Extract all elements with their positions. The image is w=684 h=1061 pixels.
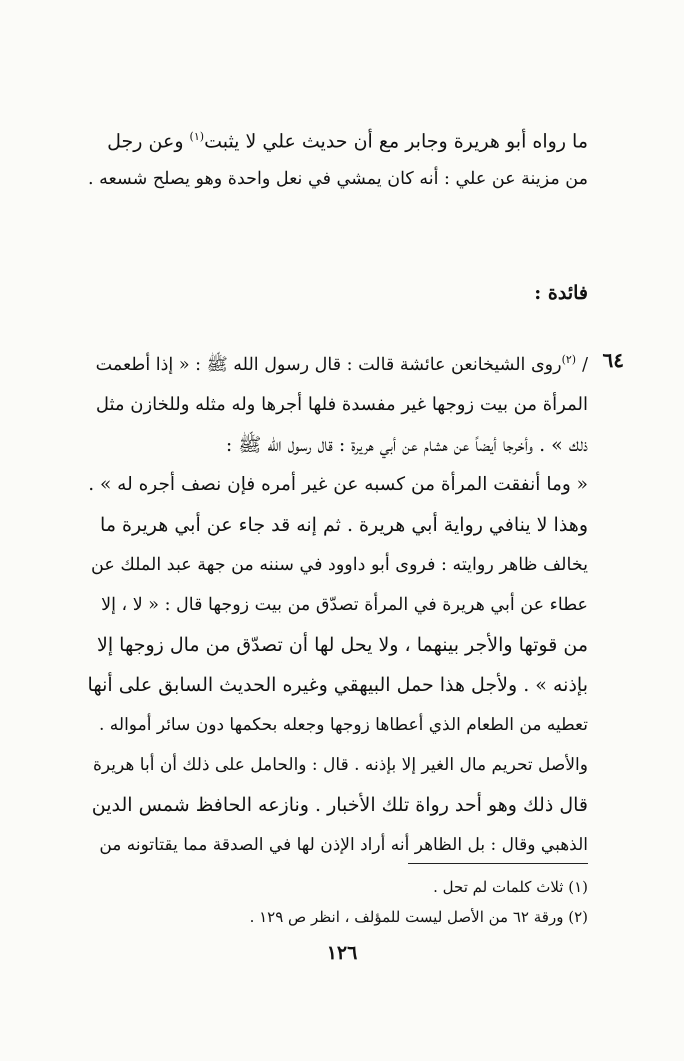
text-line: تعطيه من الطعام الذي أعطاها زوجها وجعله بحكمها دون سائر أمواله . — [98, 714, 588, 735]
top-paragraph — [88, 118, 588, 198]
text-line: ما رواه أبو هريرة وجابر مع أن حديث علي لا يثبت$^{(١)}$ وعن رجل — [107, 130, 588, 153]
text-line: « وما أنفقت المرأة من كسبه عن غير أمره فإن نصف أجره له » . — [88, 473, 588, 495]
text-line: يخالف ظاهر روايته : فروى أبو داوود في سننه من جهة عبد الملك عن — [91, 554, 588, 575]
footnotes — [88, 872, 588, 932]
text-line: الذهبي وقال : بل الظاهر أنه أراد الإذن لها في الصدقة مما يقتاتونه من — [99, 834, 588, 855]
footnote-ref: (٢) — [561, 353, 577, 366]
text-line: /$^{(٢)}$روى الشيخانعن عائشة قالت : قال رسول الله ﷺ : « إذا أطعمت — [95, 353, 588, 375]
main-paragraph — [88, 340, 588, 865]
text-line: من مزينة عن علي : أنه كان يمشي في نعل واحدة وهو يصلح شسعه . — [88, 169, 588, 190]
text-line: وهذا لا ينافي رواية أبي هريرة . ثم إنه قد جاء عن أبي هريرة ما — [100, 513, 588, 536]
text-line: قال ذلك وهو أحد رواة تلك الأخبار . ونازعه الحافظ شمس الدين — [91, 793, 588, 816]
page-number: ١٢٦ — [326, 942, 358, 964]
text-line: والأصل تحريم مال الغير إلا بإذنه . قال : والحامل على ذلك أن أبا هريرة — [93, 754, 588, 775]
footnote: (١) ثلاث كلمات لم تحل . — [433, 878, 588, 896]
section-heading: فائدة : — [534, 282, 588, 304]
text-line: عطاء عن أبي هريرة في المرأة تصدّق من بيت زوجها قال : « لا ، إلا — [101, 594, 588, 615]
text-line: المرأة من بيت زوجها غير مفسدة فلها أجرها وله مثله وللخازن مثل — [95, 393, 588, 415]
item-number: ٦٤ — [602, 348, 624, 372]
footnote-ref: (١) — [189, 130, 205, 143]
text-line: بإذنه » . ولأجل هذا حمل البيهقي وغيره الحديث السابق على أنها — [87, 673, 588, 696]
text-line: من قوتها والأجر بينهما ، ولا يحل لها أن تصدّق من مال زوجها إلا — [97, 633, 588, 656]
footnote: (٢) ورقة ٦٢ من الأصل ليست للمؤلف ، انظر ص ١٢٩ . — [249, 908, 588, 926]
text-line: ذلك » . وأخرجا أيضاً عن هشام عن أبي هريرة : قال رسول الله ﷺ : — [225, 433, 588, 456]
footnote-divider — [408, 863, 588, 864]
page-marker-slash: / — [582, 354, 588, 375]
